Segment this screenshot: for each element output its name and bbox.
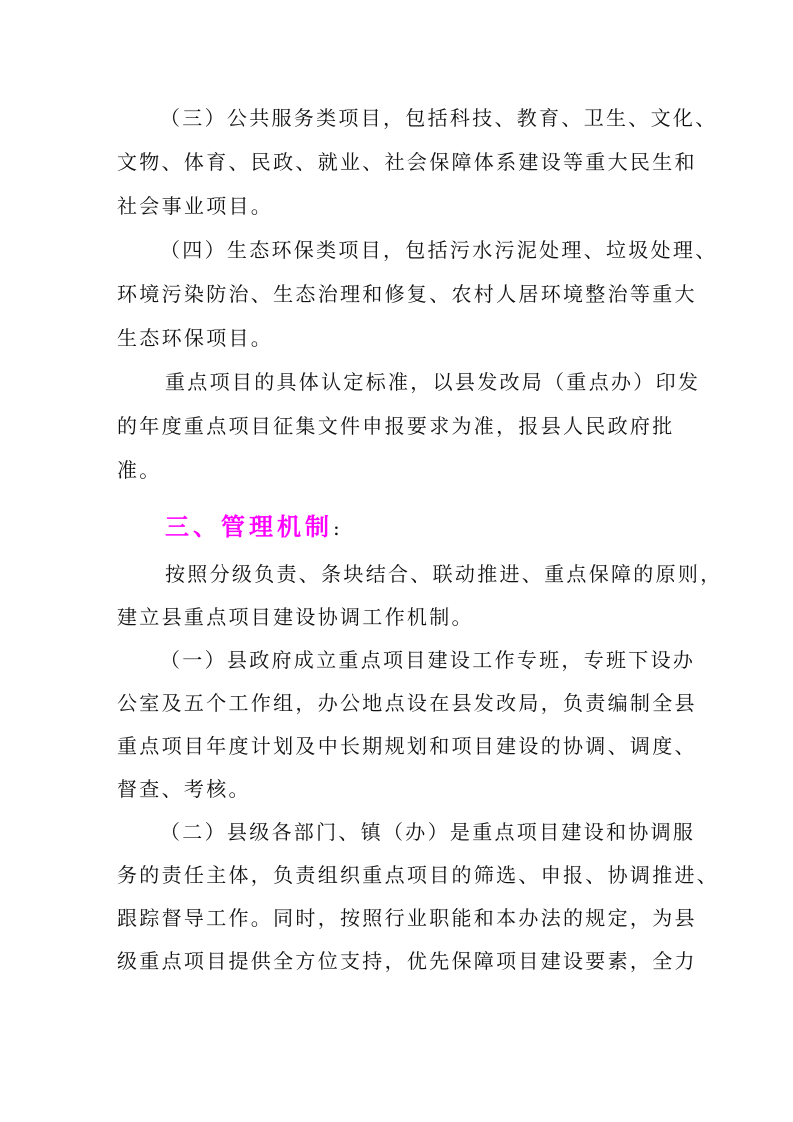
para-public-service-line-3: 社会事业项目。 (117, 194, 274, 218)
para-taskforce-line-4: 督查、考核。 (117, 777, 251, 801)
para-criteria-line-2: 的年度重点项目征集文件申报要求为准，报县人民政府批 (117, 414, 675, 438)
para-ecology-line-1: （四）生态环保类项目，包括污水污泥处理、垃圾处理、 (160, 238, 718, 262)
para-ecology-line-2: 环境污染防治、生态治理和修复、农村人居环境整治等重大 (117, 282, 697, 306)
section-heading (165, 510, 340, 547)
para-principle-line-1: 按照分级负责、条块结合、联动推进、重点保障的原则， (165, 562, 723, 586)
para-taskforce-line-2: 公室及五个工作组，办公地点设在县发改局，负责编制全县 (117, 691, 697, 715)
para-ecology-line-3: 生态环保项目。 (117, 326, 274, 350)
para-taskforce-line-1: （一）县政府成立重点项目建设工作专班，专班下设办 (160, 648, 696, 672)
section-heading-text: 三、管理机制 (165, 512, 333, 541)
para-public-service-line-1: （三）公共服务类项目，包括科技、教育、卫生、文化、 (160, 106, 718, 130)
para-public-service-line-2: 文物、体育、民政、就业、社会保障体系建设等重大民生和 (117, 150, 697, 174)
para-criteria-line-3: 准。 (117, 458, 162, 482)
para-principle-line-2: 建立县重点项目建设协调工作机制。 (117, 605, 474, 629)
para-taskforce-line-3: 重点项目年度计划及中长期规划和项目建设的协调、调度、 (117, 734, 697, 758)
section-heading-colon: : (333, 516, 340, 540)
para-criteria-line-1: 重点项目的具体认定标准，以县发改局（重点办）印发 (165, 370, 701, 394)
para-departments-line-1: （二）县级各部门、镇（办）是重点项目建设和协调服 (160, 820, 696, 844)
para-departments-line-2: 务的责任主体，负责组织重点项目的筛选、申报、协调推进、 (117, 863, 720, 887)
para-departments-line-4: 级重点项目提供全方位支持，优先保障项目建设要素，全力 (117, 949, 697, 973)
para-departments-line-3: 跟踪督导工作。同时，按照行业职能和本办法的规定，为县 (117, 906, 697, 930)
